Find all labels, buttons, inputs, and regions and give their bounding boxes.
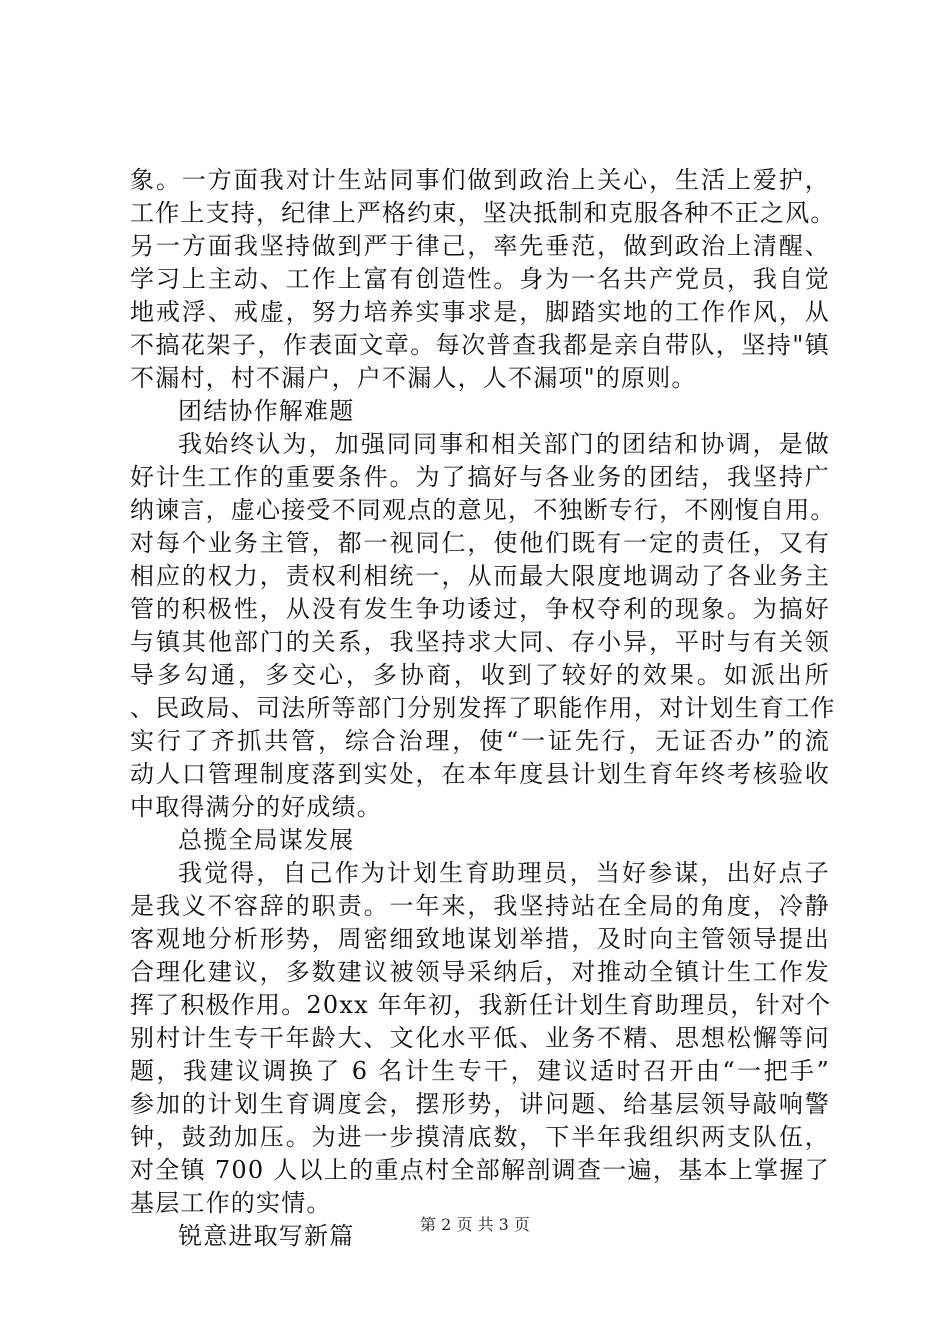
text-line: 好计生工作的重要条件。为了搞好与各业务的团结，我坚持广 xyxy=(130,463,830,491)
text-line: 中取得满分的好成绩。 xyxy=(130,793,382,821)
section-heading: 锐意进取写新篇 xyxy=(178,1222,355,1250)
text-line: 管的积极性，从没有发生争功诿过，争权夺利的现象。为搞好 xyxy=(130,595,830,623)
text-line: 地戒浮、戒虚，努力培养实事求是，脚踏实地的工作作风，从 xyxy=(130,298,830,326)
text-line: 别村计生专干年龄大、文化水平低、业务不精、思想松懈等问 xyxy=(130,1024,830,1052)
text-line: 不搞花架子，作表面文章。每次普查我都是亲自带队，坚持"镇 xyxy=(130,331,830,359)
text-line: 对全镇 700 人以上的重点村全部解剖调查一遍，基本上掌握了 xyxy=(130,1156,830,1184)
text-line: 是我义不容辞的职责。一年来，我坚持站在全局的角度，冷静 xyxy=(130,892,830,920)
text-line: 客观地分析形势，周密细致地谋划举措，及时向主管领导提出 xyxy=(130,925,830,953)
section-heading: 总揽全局谋发展 xyxy=(178,826,355,854)
text-line: 参加的计划生育调度会，摆形势，讲问题、给基层领导敲响警 xyxy=(130,1090,830,1118)
text-line: 另一方面我坚持做到严于律己，率先垂范，做到政治上清醒、 xyxy=(130,232,830,260)
text-line: 象。一方面我对计生站同事们做到政治上关心，生活上爱护， xyxy=(130,166,830,194)
text-line: 我始终认为，加强同同事和相关部门的团结和协调，是做 xyxy=(178,430,830,458)
text-line: 、民政局、司法所等部门分别发挥了职能作用，对计划生育工作 xyxy=(130,694,836,722)
text-line: 基层工作的实情。 xyxy=(130,1189,332,1217)
text-line: 学习上主动、工作上富有创造性。身为一名共产党员，我自觉 xyxy=(130,265,830,293)
document-body xyxy=(130,164,836,1253)
text-line: 钟，鼓劲加压。为进一步摸清底数，下半年我组织两支队伍， xyxy=(130,1123,830,1151)
text-line: 动人口管理制度落到实处，在本年度县计划生育年终考核验收 xyxy=(130,760,830,788)
text-line: 相应的权力，责权利相统一，从而最大限度地调动了各业务主 xyxy=(130,562,830,590)
text-line: 与镇其他部门的关系，我坚持求大同、存小异，平时与有关领 xyxy=(130,628,830,656)
text-line: 我觉得，自己作为计划生育助理员，当好参谋，出好点子 xyxy=(178,859,830,887)
text-line: 实行了齐抓共管，综合治理，使“一证先行，无证否办”的流 xyxy=(130,727,830,755)
text-line: 不漏村，村不漏户，户不漏人，人不漏项"的原则。 xyxy=(130,364,697,392)
text-line: 题，我建议调换了 6 名计生专干，建议适时召开由“一把手” xyxy=(130,1057,830,1085)
text-line: 工作上支持，纪律上严格约束，坚决抵制和克服各种不正之风。 xyxy=(130,199,836,227)
text-line: 纳谏言，虚心接受不同观点的意见，不独断专行，不刚愎自用。 xyxy=(130,496,836,524)
text-line: 导多勾通，多交心，多协商，收到了较好的效果。如派出所 xyxy=(130,661,830,689)
text-line: 合理化建议，多数建议被领导采纳后，对推动全镇计生工作发 xyxy=(130,958,830,986)
text-line: 对每个业务主管，都一视同仁，使他们既有一定的责任，又有 xyxy=(130,529,830,557)
text-line: 挥了积极作用。20xx 年年初，我新任计划生育助理员，针对个 xyxy=(130,991,832,1019)
page-footer: 第 2 页 共 3 页 xyxy=(420,1215,530,1234)
section-heading: 团结协作解难题 xyxy=(178,397,355,425)
